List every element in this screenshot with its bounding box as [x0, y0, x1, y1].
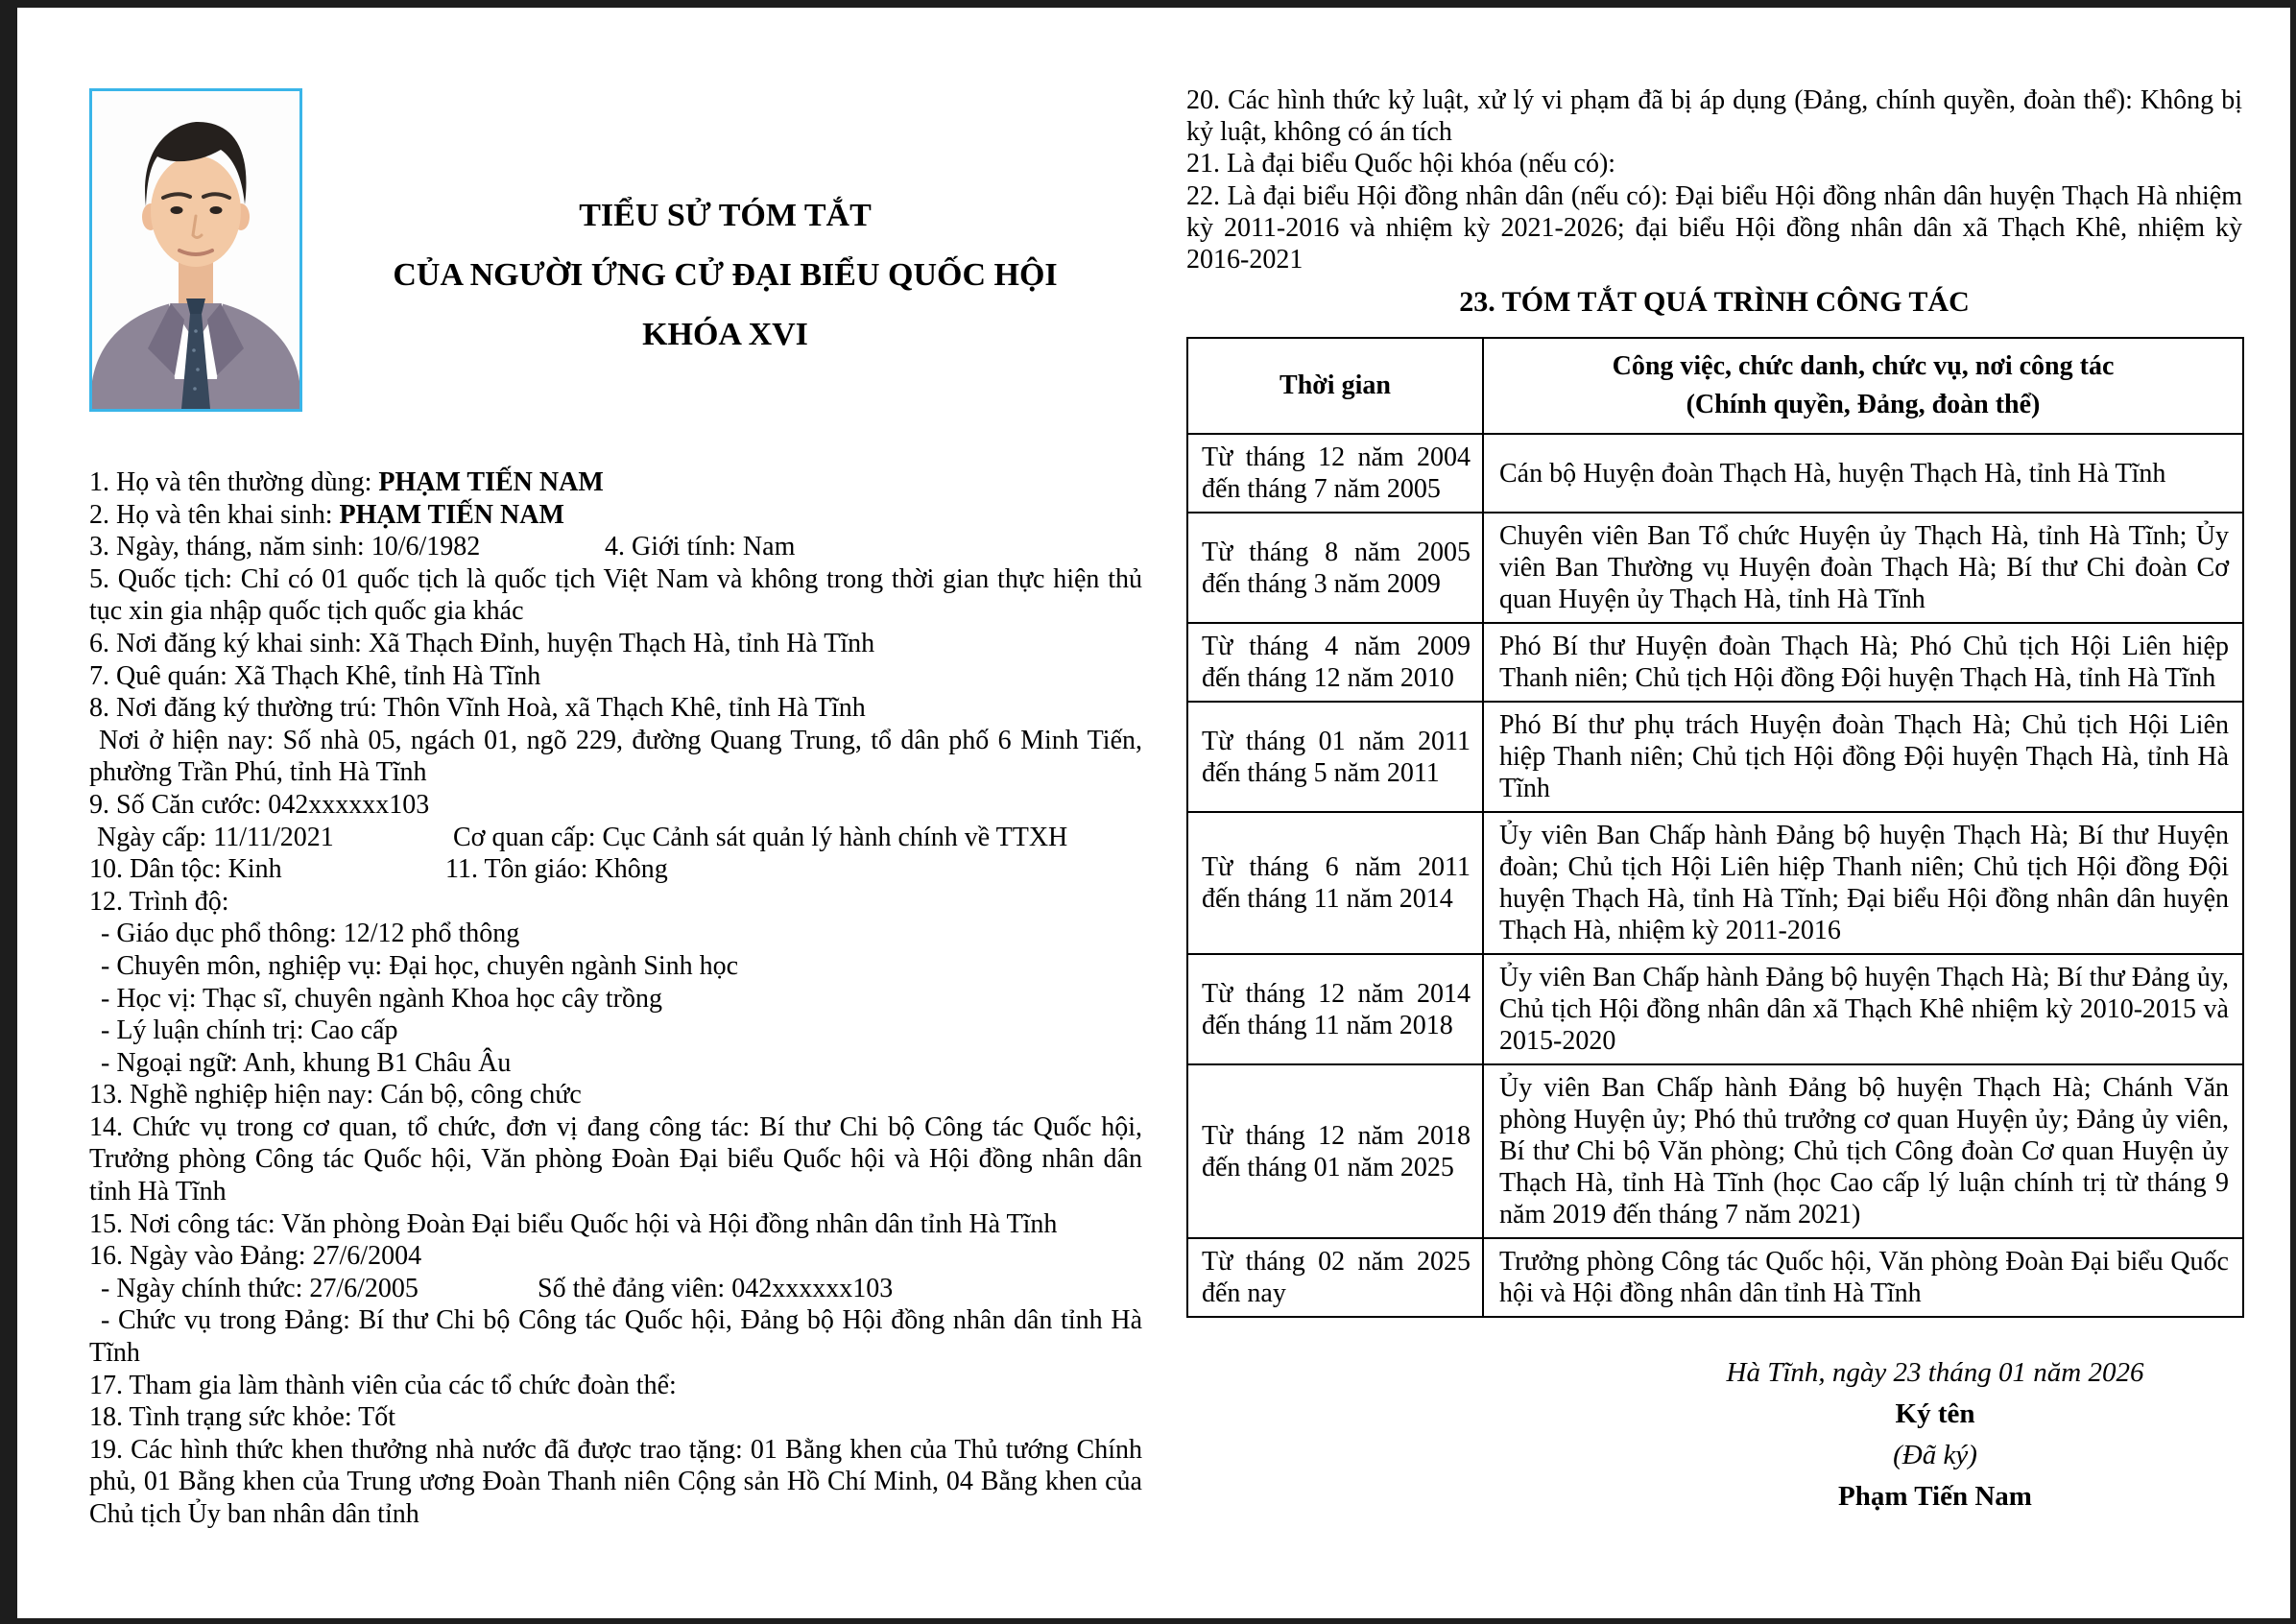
- signature-place-date: Hà Tĩnh, ngày 23 tháng 01 năm 2026: [1726, 1357, 2144, 1389]
- info-item-16-card-number: Số thẻ đảng viên: 042xxxxxx103: [538, 1273, 894, 1303]
- candidate-photo: [89, 88, 302, 412]
- document-page: [17, 8, 2290, 1618]
- portrait-illustration: [92, 91, 299, 409]
- table-row: [1187, 702, 2243, 812]
- info-item-6: 6. Nơi đăng ký khai sinh: Xã Thạch Đỉnh, huyện Thạch Hà, tỉnh Hà Tĩnh: [89, 628, 875, 658]
- info-item-12-political-theory: - Lý luận chính trị: Cao cấp: [101, 1015, 398, 1046]
- info-item-9: 9. Số Căn cước: 042xxxxxx103: [89, 789, 430, 820]
- info-item-1-value: PHẠM TIẾN NAM: [378, 467, 604, 497]
- signature-block: [1666, 1352, 2204, 1517]
- document-title: [305, 186, 1145, 365]
- career-period: Từ tháng 12 năm 2004 đến tháng 7 năm 2005: [1187, 434, 1483, 513]
- career-position: Phó Bí thư Huyện đoàn Thạch Hà; Phó Chủ tịch Hội Liên hiệp Thanh niên; Chủ tịch Hội đồng Đội huyện Thạch Hà, tỉnh Hà Tĩnh: [1483, 623, 2243, 702]
- table-row: [1187, 434, 2243, 513]
- info-item-7: 7. Quê quán: Xã Thạch Khê, tỉnh Hà Tĩnh: [89, 660, 541, 691]
- info-item-16-official-date-value: - Ngày chính thức: 27/6/2005: [101, 1273, 419, 1303]
- career-period: Từ tháng 12 năm 2018 đến tháng 01 năm 2025: [1187, 1064, 1483, 1238]
- table-row: [1187, 1064, 2243, 1238]
- table-row: [1187, 954, 2243, 1064]
- personal-info-list: [89, 466, 1142, 1531]
- title-line-3: KHÓA XVI: [642, 317, 808, 352]
- career-position: Ủy viên Ban Chấp hành Đảng bộ huyện Thạch Hà; Bí thư Đảng ủy, Chủ tịch Hội đồng nhân dân xã Thạch Khê nhiệm kỳ 2010-2015 và 2015-2020: [1483, 954, 2243, 1064]
- info-item-20: 20. Các hình thức kỷ luật, xử lý vi phạm đã bị áp dụng (Đảng, chính quyền, đoàn thể): Không bị kỷ luật, không có án tích: [1186, 85, 2242, 148]
- signature-sign-label: Ký tên: [1895, 1398, 1975, 1430]
- info-item-1: [89, 466, 1142, 499]
- career-period: Từ tháng 02 năm 2025 đến nay: [1187, 1238, 1483, 1317]
- career-position: Cán bộ Huyện đoàn Thạch Hà, huyện Thạch Hà, tỉnh Hà Tĩnh: [1483, 434, 2243, 513]
- info-item-12-profession: - Chuyên môn, nghiệp vụ: Đại học, chuyên ngành Sinh học: [101, 950, 739, 981]
- career-period: Từ tháng 12 năm 2014 đến tháng 11 năm 2018: [1187, 954, 1483, 1064]
- career-position: Chuyên viên Ban Tổ chức Huyện ủy Thạch Hà, tỉnh Hà Tĩnh; Ủy viên Ban Thường vụ Huyện đoàn Thạch Hà; Bí thư Chi đoàn Cơ quan Huyện ủy Thạch Hà, tỉnh Hà Tĩnh: [1483, 513, 2243, 623]
- info-item-9-issue: [89, 822, 1142, 854]
- career-position: Ủy viên Ban Chấp hành Đảng bộ huyện Thạch Hà; Bí thư Huyện đoàn; Chủ tịch Hội Liên hiệp Thanh niên; Chủ tịch Hội đồng Đội huyện Thạch Hà, tỉnh Hà Tĩnh; Đại biểu Hội đồng nhân dân huyện Thạch Hà, nhiệm kỳ 2011-2016: [1483, 812, 2243, 954]
- info-item-15: 15. Nơi công tác: Văn phòng Đoàn Đại biểu Quốc hội và Hội đồng nhân dân tỉnh Hà Tĩnh: [89, 1208, 1058, 1239]
- info-item-17: 17. Tham gia làm thành viên của các tổ chức đoàn thể:: [89, 1370, 677, 1400]
- info-item-12-education: - Giáo dục phổ thông: 12/12 phổ thông: [101, 919, 520, 949]
- table-row: [1187, 1238, 2243, 1317]
- info-item-12: 12. Trình độ:: [89, 886, 229, 917]
- info-item-13: 13. Nghề nghiệp hiện nay: Cán bộ, công chức: [89, 1080, 582, 1111]
- signature-signed-note: (Đã ký): [1893, 1440, 1977, 1471]
- info-item-3: 3. Ngày, tháng, năm sinh: 10/6/1982: [89, 532, 481, 562]
- info-item-12-foreign-language: - Ngoại ngữ: Anh, khung B1 Châu Âu: [101, 1047, 512, 1078]
- career-period: Từ tháng 01 năm 2011 đến tháng 5 năm 2011: [1187, 702, 1483, 812]
- info-item-9-issuer: Cơ quan cấp: Cục Cảnh sát quản lý hành chính về TTXH: [453, 822, 1068, 852]
- info-item-16: 16. Ngày vào Đảng: 27/6/2004: [89, 1241, 422, 1272]
- info-item-2-value: PHẠM TIẾN NAM: [339, 499, 564, 530]
- career-position: Ủy viên Ban Chấp hành Đảng bộ huyện Thạch Hà; Chánh Văn phòng Huyện ủy; Phó thủ trưởng cơ quan Huyện ủy; Đảng ủy viên, Bí thư Chi bộ Văn phòng; Chủ tịch Công đoàn Cơ quan Huyện ủy Thạch Hà, tỉnh Hà Tĩnh (học Cao cấp lý luận chính trị từ tháng 9 năm 2019 đến tháng 7 năm 2021): [1483, 1064, 2243, 1238]
- info-item-10: 10. Dân tộc: Kinh: [89, 854, 282, 885]
- info-item-18: 18. Tình trạng sức khỏe: Tốt: [89, 1402, 395, 1433]
- career-table-header-job-line1: Công việc, chức danh, chức vụ, nơi công tác: [1612, 351, 2115, 382]
- info-item-2: [89, 499, 1142, 532]
- info-item-22: 22. Là đại biểu Hội đồng nhân dân (nếu có): Đại biểu Hội đồng nhân dân huyện Thạch Hà nhiệm kỳ 2011-2016 và nhiệm kỳ 2021-2026; đại biểu Hội đồng nhân dân xã Thạch Khê, nhiệm kỳ 2016-2021: [1186, 180, 2242, 275]
- table-row: [1187, 623, 2243, 702]
- info-item-5: 5. Quốc tịch: Chỉ có 01 quốc tịch là quốc tịch Việt Nam và không trong thời gian thực hiện thủ tục xin gia nhập quốc tịch quốc gia khác: [89, 563, 1142, 627]
- career-period: Từ tháng 8 năm 2005 đến tháng 3 năm 2009: [1187, 513, 1483, 623]
- info-item-19: 19. Các hình thức khen thưởng nhà nước đã được trao tặng: 01 Bằng khen của Thủ tướng Chính phủ, 01 Bằng khen của Trung ương Đoàn Thanh niên Cộng sản Hồ Chí Minh, 04 Bằng khen của Chủ tịch Ủy ban nhân dân tỉnh: [89, 1434, 1142, 1529]
- info-item-11: 11. Tôn giáo: Không: [445, 854, 668, 885]
- career-period: Từ tháng 4 năm 2009 đến tháng 12 năm 2010: [1187, 623, 1483, 702]
- table-row: [1187, 513, 2243, 623]
- info-item-3-4: [89, 531, 1142, 563]
- info-item-16-official-date: [89, 1273, 1142, 1305]
- title-line-1: TIỂU SỬ TÓM TẮT: [579, 198, 872, 233]
- info-item-12-degree: - Học vị: Thạc sĩ, chuyên ngành Khoa học cây trồng: [101, 983, 662, 1014]
- career-table-header-time: Thời gian: [1187, 338, 1483, 434]
- signature-signer-name: Phạm Tiến Nam: [1838, 1481, 2032, 1513]
- info-item-8-current-address: Nơi ở hiện nay: Số nhà 05, ngách 01, ngõ 229, đường Quang Trung, tổ dân phố 6 Minh Tiến, phường Trần Phú, tỉnh Hà Tĩnh: [89, 725, 1142, 788]
- info-item-14: 14. Chức vụ trong cơ quan, tổ chức, đơn vị đang công tác: Bí thư Chi bộ Công tác Quốc hội, Trưởng phòng Công tác Quốc hội, Văn phòng Đoàn Đại biểu Quốc hội và Hội đồng nhân dân tỉnh Hà Tĩnh: [89, 1111, 1142, 1207]
- career-table-header-job: [1483, 338, 2243, 434]
- title-line-2: CỦA NGƯỜI ỨNG CỬ ĐẠI BIỂU QUỐC HỘI: [393, 257, 1058, 293]
- career-table: [1186, 337, 2244, 1318]
- career-table-header-job-line2: (Chính quyền, Đảng, đoàn thể): [1686, 390, 2041, 420]
- career-summary-heading: 23. TÓM TẮT QUÁ TRÌNH CÔNG TÁC: [1459, 286, 1970, 319]
- table-row: [1187, 812, 2243, 954]
- info-item-2-label: 2. Họ và tên khai sinh:: [89, 499, 340, 530]
- right-column: [1186, 84, 2242, 1517]
- info-item-8: 8. Nơi đăng ký thường trú: Thôn Vĩnh Hoà, xã Thạch Khê, tỉnh Hà Tĩnh: [89, 693, 866, 724]
- career-position: Trưởng phòng Công tác Quốc hội, Văn phòng Đoàn Đại biểu Quốc hội và Hội đồng nhân dân tỉnh Hà Tĩnh: [1483, 1238, 2243, 1317]
- info-item-16-party-position: - Chức vụ trong Đảng: Bí thư Chi bộ Công tác Quốc hội, Đảng bộ Hội đồng nhân dân tỉnh Hà Tĩnh: [89, 1305, 1142, 1369]
- career-period: Từ tháng 6 năm 2011 đến tháng 11 năm 2014: [1187, 812, 1483, 954]
- info-item-21: 21. Là đại biểu Quốc hội khóa (nếu có):: [1186, 149, 1616, 179]
- info-item-1-label: 1. Họ và tên thường dùng:: [89, 467, 379, 497]
- info-item-9-issue-date: Ngày cấp: 11/11/2021: [97, 822, 334, 852]
- info-item-4: 4. Giới tính: Nam: [605, 532, 796, 562]
- career-table-header-row: [1187, 338, 2243, 434]
- info-item-10-11: [89, 853, 1142, 886]
- career-position: Phó Bí thư phụ trách Huyện đoàn Thạch Hà; Chủ tịch Hội Liên hiệp Thanh niên; Chủ tịch Hội đồng Đội huyện Thạch Hà, tỉnh Hà Tĩnh: [1483, 702, 2243, 812]
